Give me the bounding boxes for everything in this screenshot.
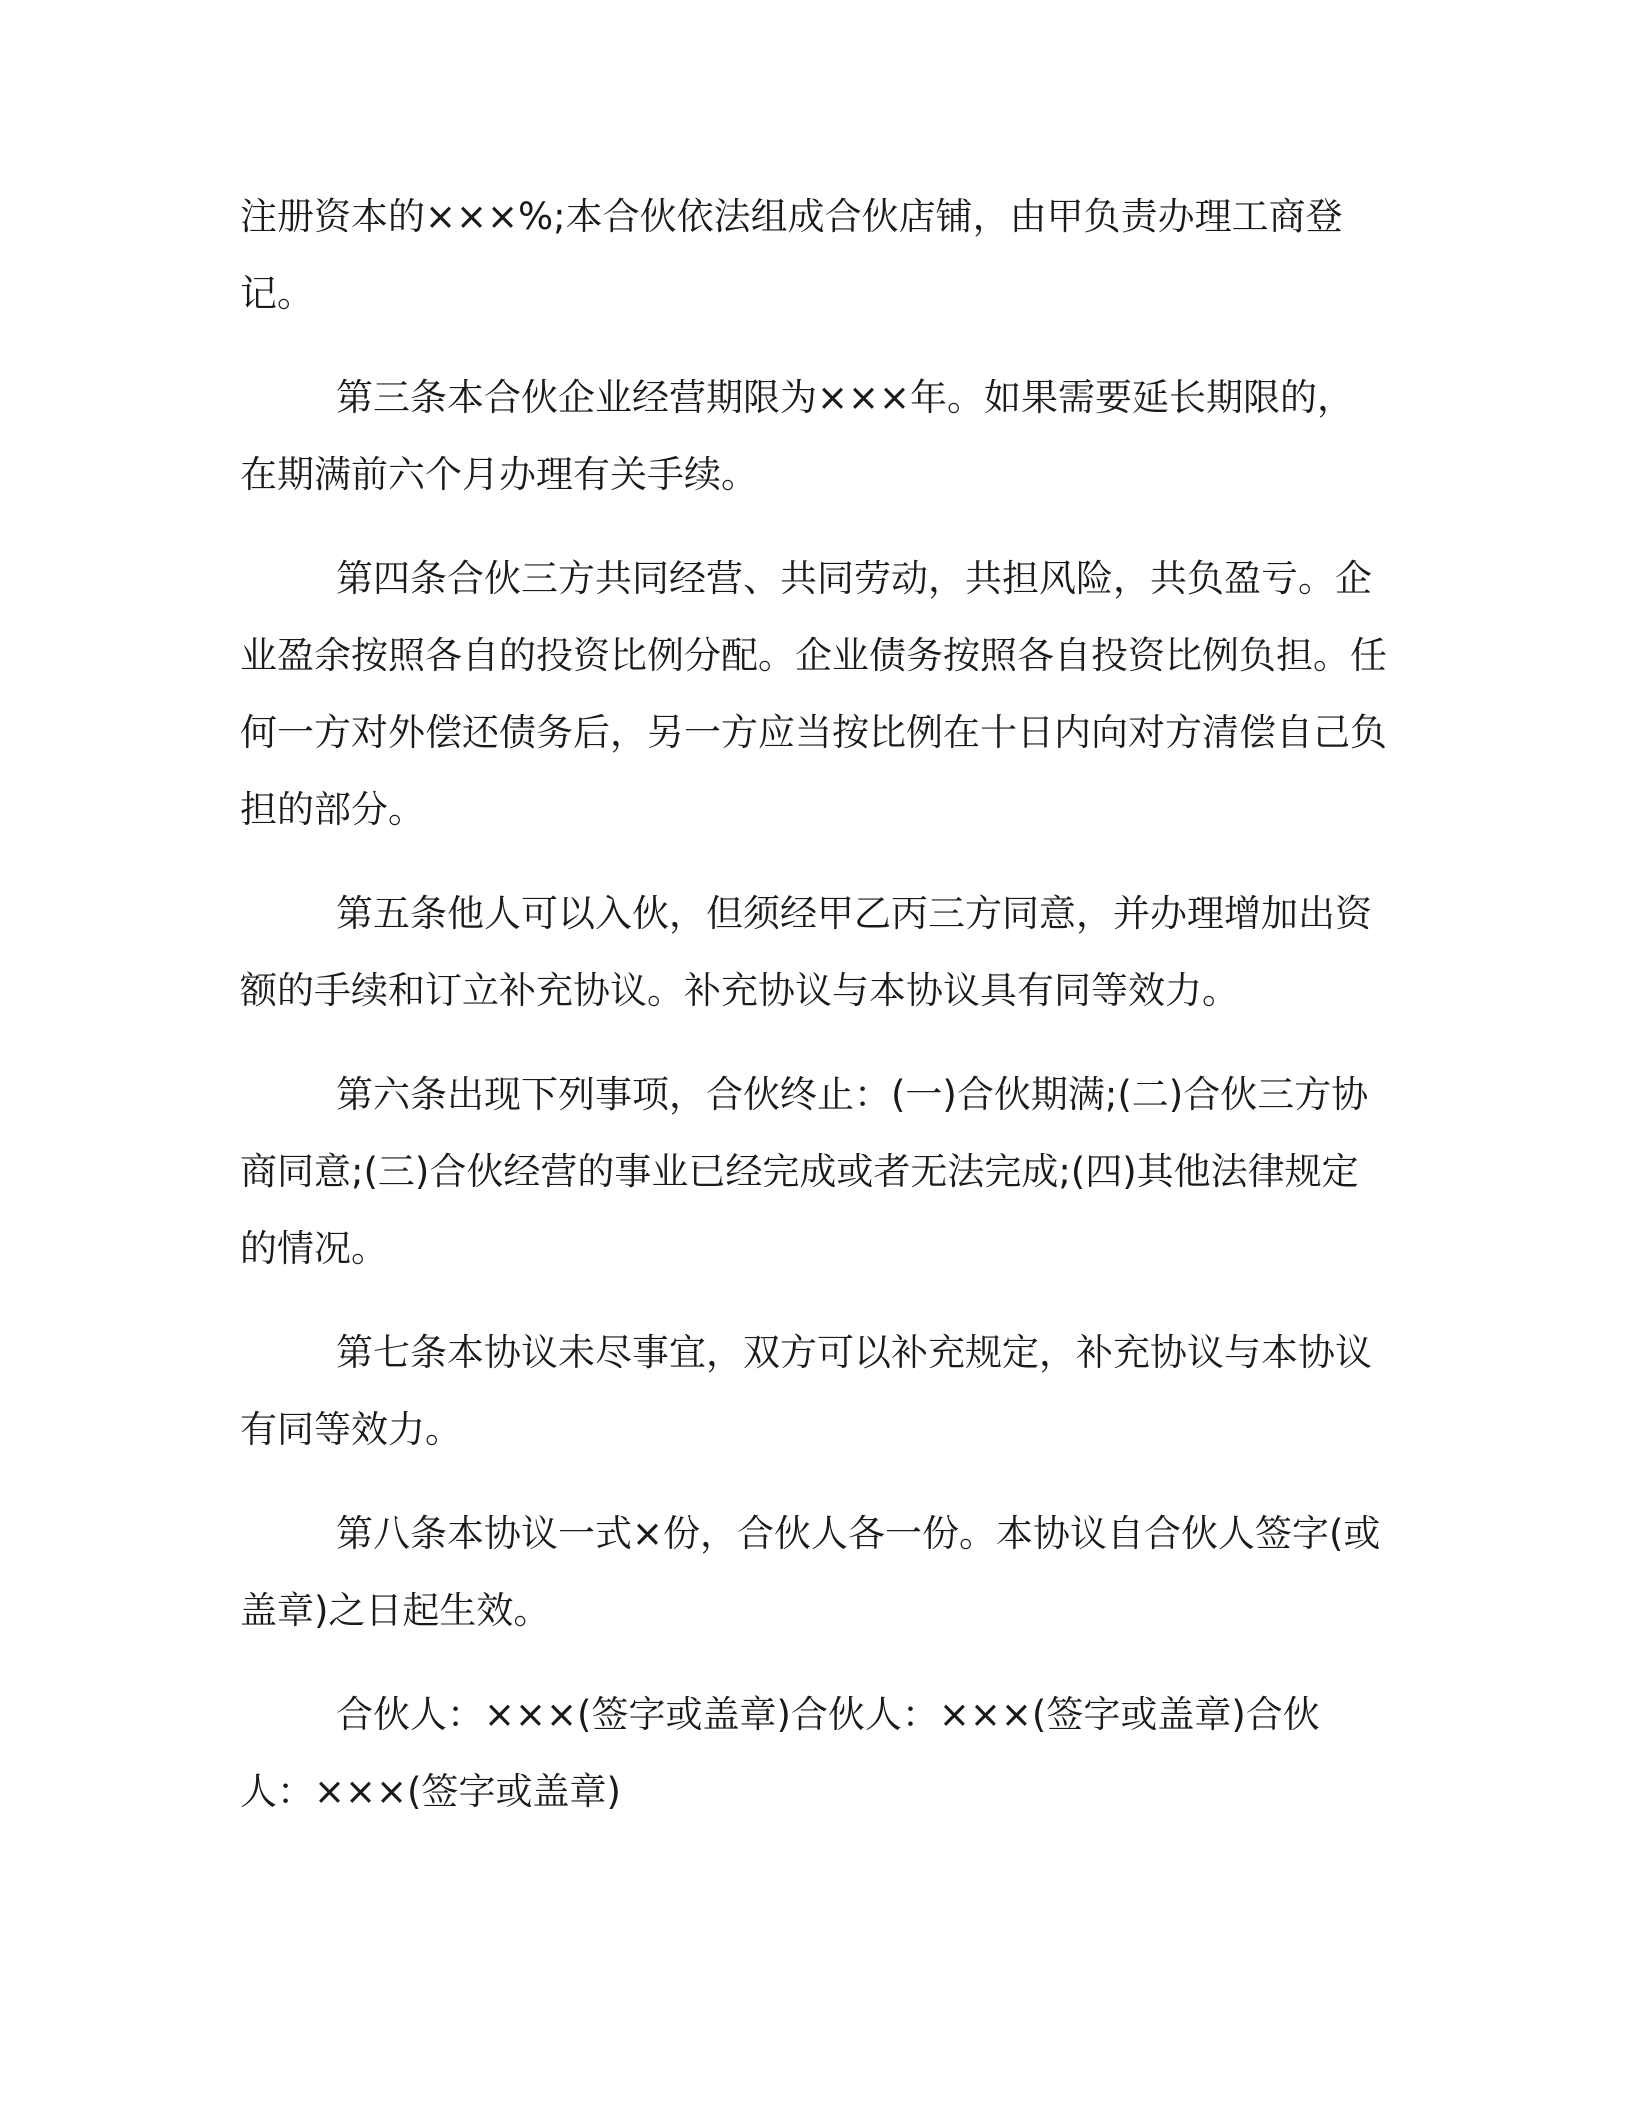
paragraph-article-4: 第四条合伙三方共同经营、共同劳动，共担风险，共负盈亏。企业盈余按照各自的投资比例分配。企业债务按照各自投资比例负担。任何一方对外偿还债务后，另一方应当按比例在十日内向对方清偿自己负担的部分。 [240,557,1387,831]
paragraph-partner-signatures: 合伙人：×××(签字或盖章)合伙人：×××(签字或盖章)合伙人：×××(签字或盖章) [240,1693,1320,1813]
paragraph-article-5: 第五条他人可以入伙，但须经甲乙丙三方同意，并办理增加出资额的手续和订立补充协议。补充协议与本协议具有同等效力。 [240,892,1372,1012]
paragraph-article-8: 第八条本协议一式×份，合伙人各一份。本协议自合伙人签字(或盖章)之日起生效。 [240,1512,1381,1632]
paragraph-registered-capital: 注册资本的×××%;本合伙依法组成合伙店铺，由甲负责办理工商登记。 [240,195,1343,315]
paragraph-article-3: 第三条本合伙企业经营期限为×××年。如果需要延长期限的，在期满前六个月办理有关手续。 [240,376,1355,496]
document-body [240,178,1390,1857]
paragraph-article-6: 第六条出现下列事项，合伙终止：(一)合伙期满;(二)合伙三方协商同意;(三)合伙经营的事业已经完成或者无法完成;(四)其他法律规定的情况。 [240,1073,1369,1270]
paragraph-article-7: 第七条本协议未尽事宜，双方可以补充规定，补充协议与本协议有同等效力。 [240,1331,1372,1451]
